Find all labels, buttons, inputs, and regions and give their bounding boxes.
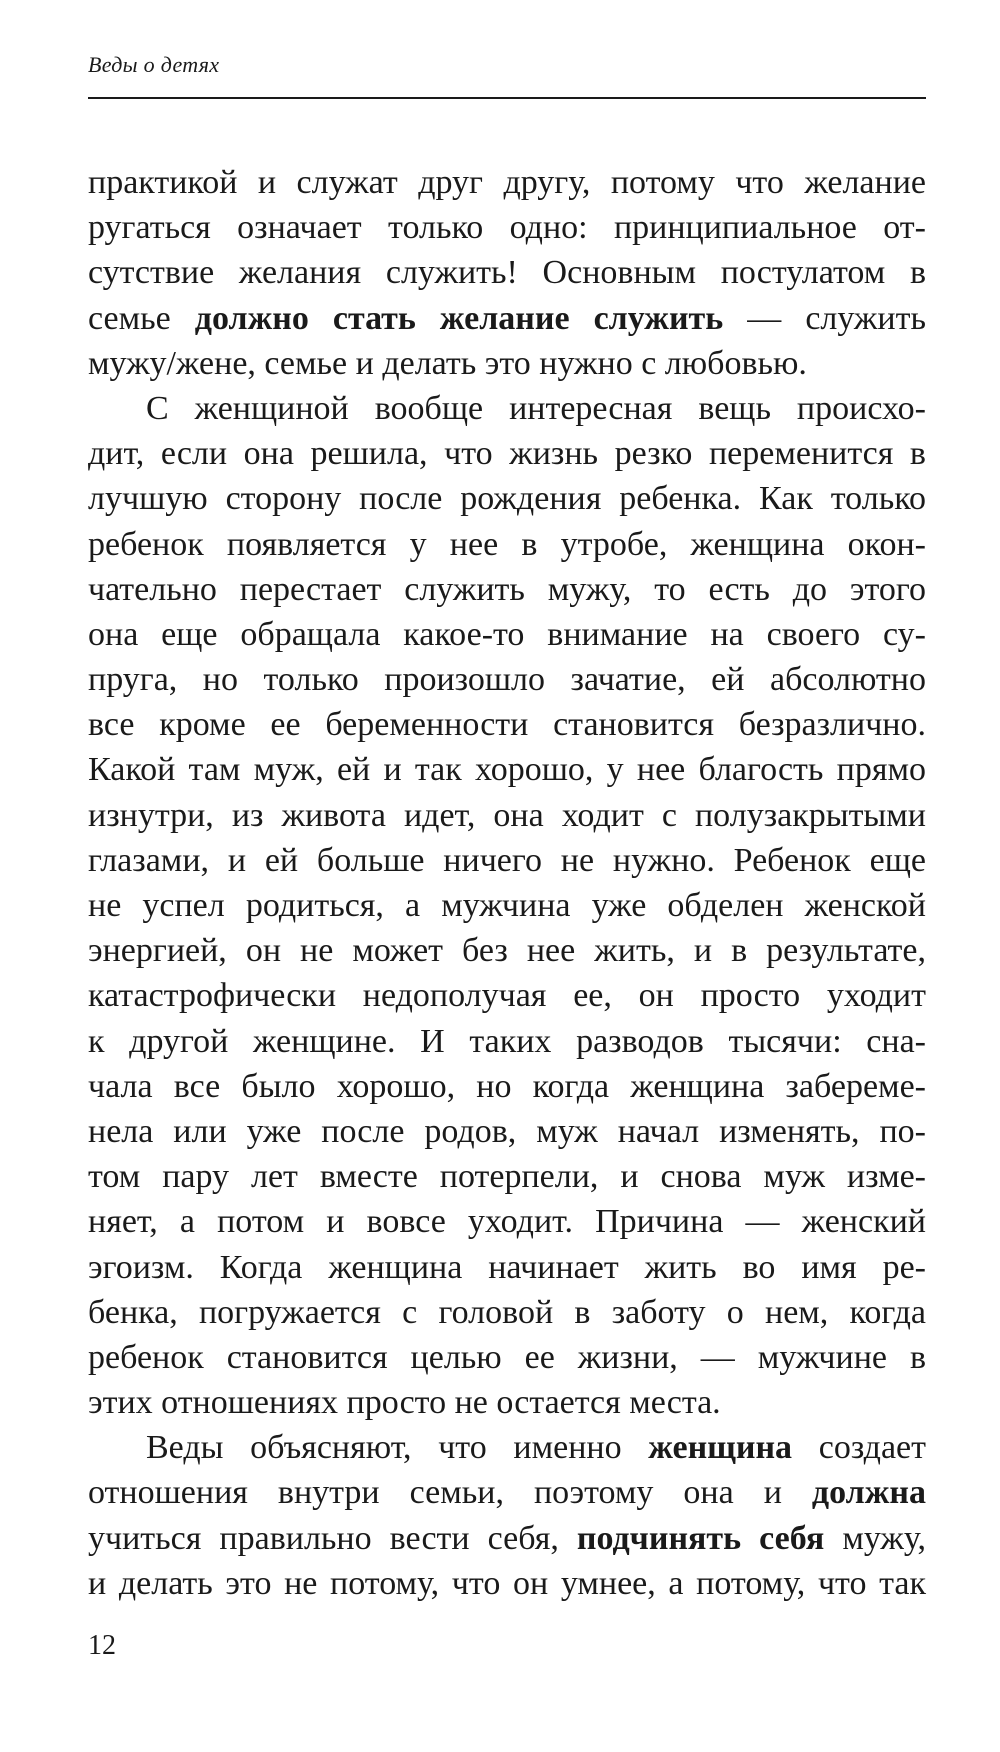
text-line: чательно перестает служить мужу, то есть до этого — [88, 570, 926, 608]
header-rule — [88, 97, 926, 99]
text-line: лучшую сторону после рождения ребенка. Как только — [88, 480, 926, 518]
text-line: этих отношениях просто не остается места. — [88, 1384, 721, 1422]
text-run: мужу, — [824, 1519, 927, 1557]
text-run: — служить — [723, 299, 926, 337]
text-line: изнутри, из живота идет, она ходит с полузакрытыми — [88, 796, 926, 834]
text-run: Веды объясняют, что именно — [146, 1429, 649, 1467]
text-line: дит, если она решила, что жизнь резко переменится в — [88, 435, 926, 473]
text-line: ребенок становится целью ее жизни, — мужчине в — [88, 1338, 926, 1376]
paragraph — [88, 386, 926, 1425]
text-line — [88, 1516, 926, 1561]
text-line: бенка, погружается с головой в заботу о нем, когда — [88, 1293, 926, 1331]
text-line: няет, а потом и вовсе уходит. Причина — женский — [88, 1203, 926, 1241]
text-line — [88, 1470, 926, 1515]
text-line: не успел родиться, а мужчина уже обделен женской — [88, 887, 926, 924]
text-line: чала все было хорошо, но когда женщина забереме- — [88, 1067, 926, 1105]
text-line: мужу/жене, семье и делать это нужно с любовью. — [88, 344, 807, 382]
text-line: нела или уже после родов, муж начал изменять, по- — [88, 1112, 926, 1150]
text-line: эгоизм. Когда женщина начинает жить во имя ре- — [88, 1248, 926, 1286]
text-line: С женщиной вообще интересная вещь происхо- — [146, 389, 926, 427]
text-line: она еще обращала какое-то внимание на своего су- — [88, 615, 926, 653]
text-line: том пару лет вместе потерпели, и снова муж изме- — [88, 1158, 926, 1196]
text-run: семье — [88, 299, 195, 337]
text-run: отношения внутри семьи, поэтому она и — [88, 1474, 812, 1512]
page-number: 12 — [88, 1630, 116, 1661]
text-line: сутствие желания служить! Основным постулатом в — [88, 254, 926, 292]
body-text — [88, 160, 926, 1606]
text-run: учиться правильно вести себя, — [88, 1519, 577, 1557]
emphasis-bold: должна — [811, 1474, 926, 1512]
text-line: энергией, он не может без нее жить, и в результате, — [88, 932, 926, 970]
text-line: глазами, и ей больше ничего не нужно. Ребенок еще — [88, 841, 926, 879]
emphasis-bold: должно стать желание служить — [194, 299, 724, 337]
text-line: к другой женщине. И таких разводов тысячи: сна- — [88, 1022, 926, 1060]
paragraph — [88, 1425, 926, 1606]
text-line: практикой и служат друг другу, потому что желание — [88, 164, 926, 201]
text-run: создает — [792, 1429, 926, 1467]
paragraph — [88, 160, 926, 386]
text-line — [88, 1425, 926, 1470]
text-line: и делать это не потому, что он умнее, а потому, что так — [88, 1564, 926, 1602]
running-head: Веды о детях — [88, 52, 220, 77]
text-line — [88, 296, 926, 341]
text-line: ругаться означает только одно: принципиальное от- — [88, 209, 926, 247]
emphasis-bold: женщина — [648, 1429, 793, 1467]
text-line: все кроме ее беременности становится безразлично. — [88, 706, 926, 744]
text-line: Какой там муж, ей и так хорошо, у нее благость прямо — [88, 751, 926, 789]
text-line: ребенок появляется у нее в утробе, женщина окон- — [88, 525, 926, 563]
text-line: пруга, но только произошло зачатие, ей абсолютно — [88, 661, 926, 699]
emphasis-bold: подчинять себя — [576, 1519, 825, 1557]
text-line: катастрофически недополучая ее, он просто уходит — [88, 977, 926, 1015]
